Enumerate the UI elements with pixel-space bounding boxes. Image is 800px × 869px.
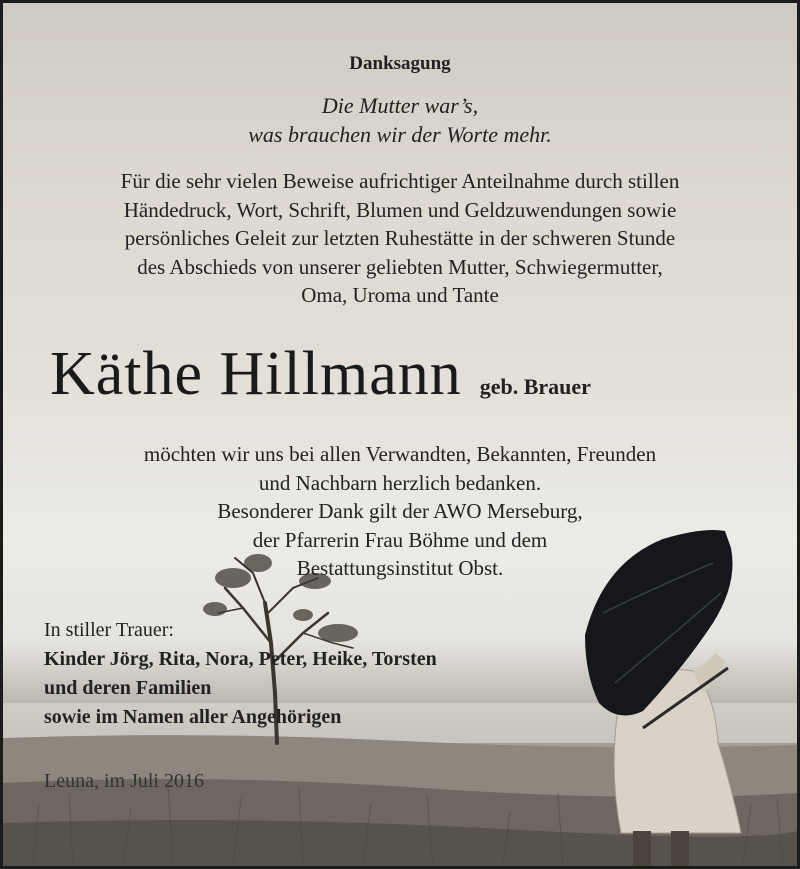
motto xyxy=(3,91,797,149)
thanks-line: der Pfarrerin Frau Böhme und dem xyxy=(252,527,548,552)
intro-line: Für die sehr vielen Beweise aufrichtiger Anteilnahme durch stillen xyxy=(120,169,680,193)
thanks-line: Besonderer Dank gilt der AWO Merseburg, xyxy=(217,499,583,523)
mourners-lead: In stiller Trauer: xyxy=(44,619,174,641)
motto-line: Die Mutter war’s, xyxy=(321,93,479,118)
mourners-block xyxy=(44,616,437,732)
mourners-line: sowie im Namen aller Angehörigen xyxy=(44,706,342,728)
mourners-line: Kinder Jörg, Rita, Nora, Peter, Heike, Torsten xyxy=(44,648,437,670)
thanks-line: Bestattungsinstitut Obst. xyxy=(296,556,504,580)
heading: Danksagung xyxy=(349,53,451,74)
intro-line: persönliches Geleit zur letzten Ruhestätte in der schweren Stunde xyxy=(124,226,676,250)
place-date: Leuna, im Juli 2016 xyxy=(44,770,204,792)
thanks-text xyxy=(3,440,797,583)
intro-text xyxy=(3,167,797,310)
deceased-name-line xyxy=(50,339,591,410)
intro-line: Oma, Uroma und Tante xyxy=(301,283,499,307)
thanks-line: möchten wir uns bei allen Verwandten, Bekannten, Freunden xyxy=(143,442,657,466)
mourners-line: und deren Familien xyxy=(44,677,212,699)
motto-line: was brauchen wir der Worte mehr. xyxy=(248,122,552,147)
birth-name: geb. Brauer xyxy=(479,374,591,399)
thanks-line: und Nachbarn herzlich bedanken. xyxy=(258,470,542,495)
deceased-name: Käthe Hillmann xyxy=(50,340,462,408)
intro-line: Händedruck, Wort, Schrift, Blumen und Geldzuwendungen sowie xyxy=(123,197,677,222)
intro-line: des Abschieds von unserer geliebten Mutter, Schwiegermutter, xyxy=(137,254,663,279)
